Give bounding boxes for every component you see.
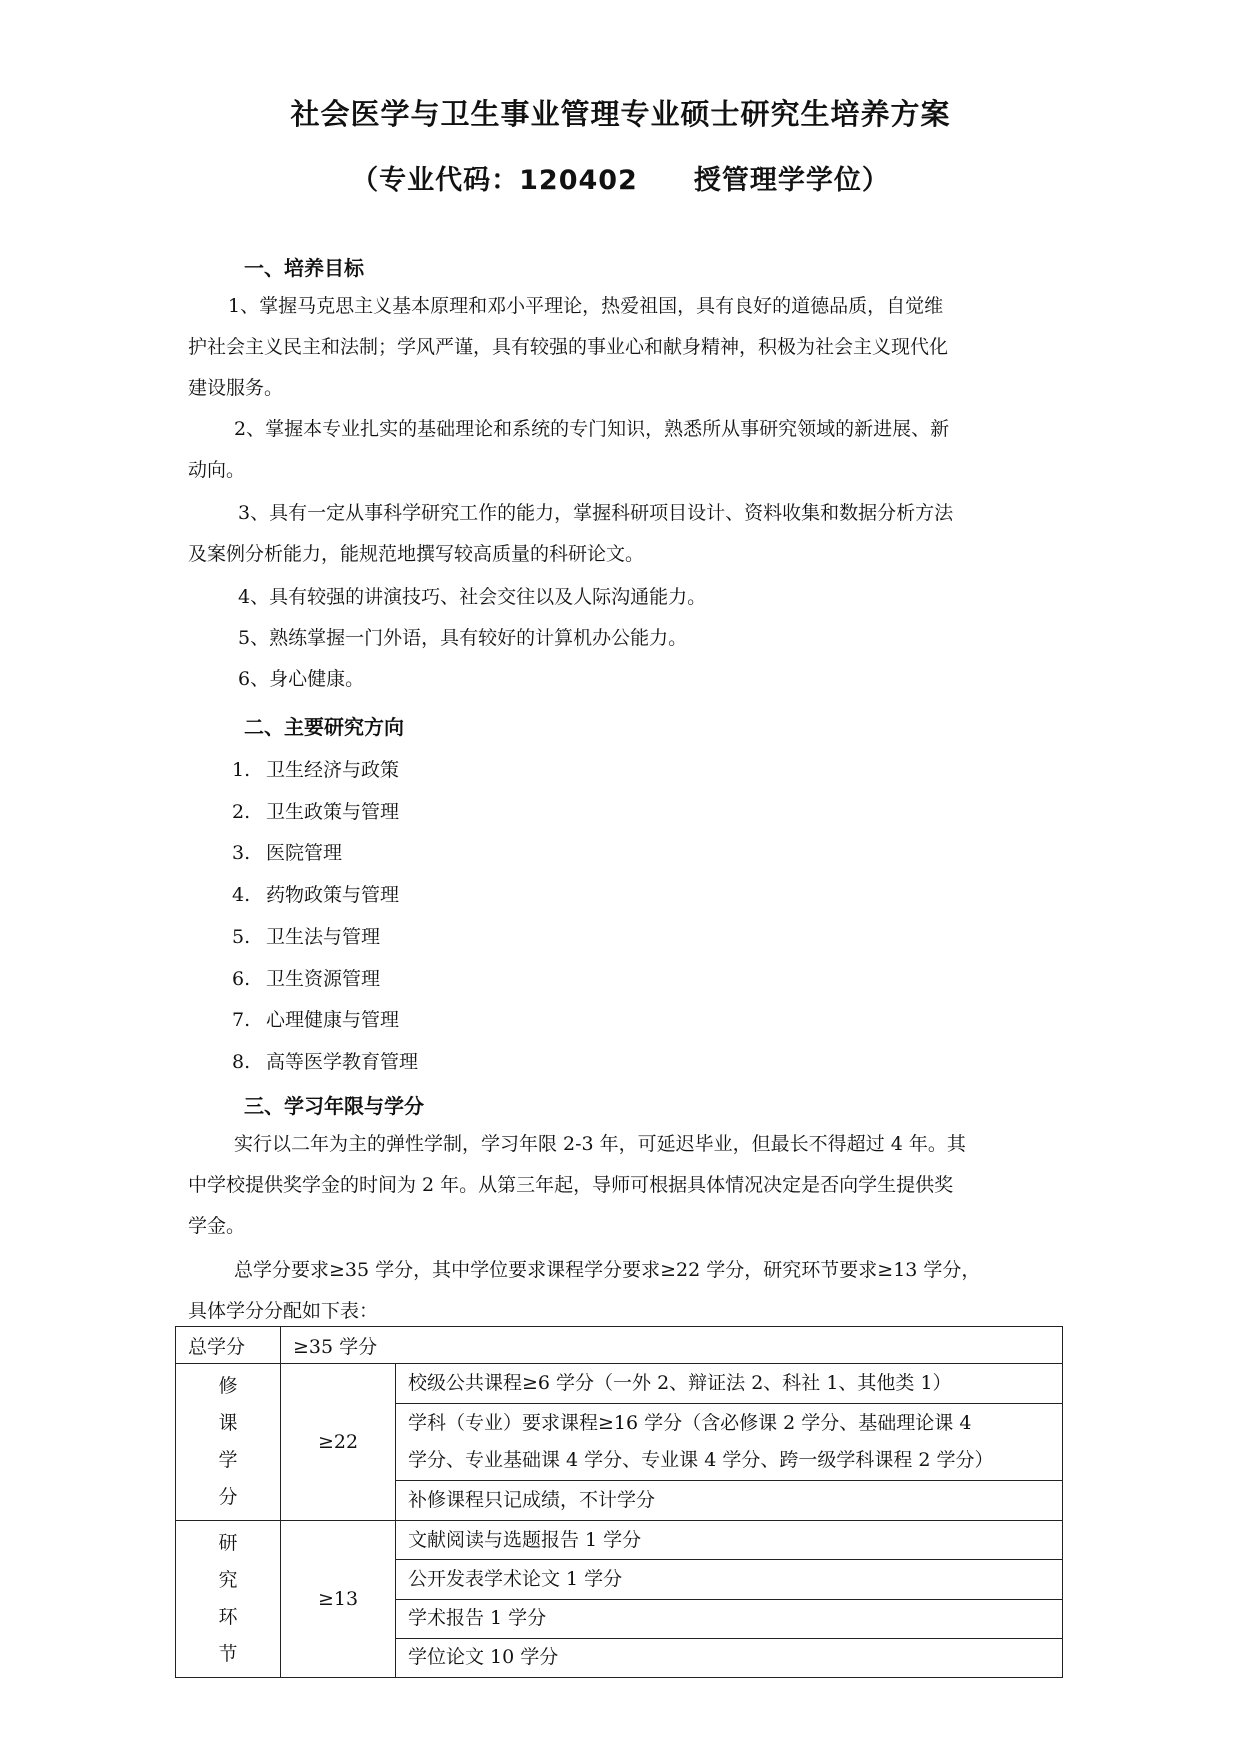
research-row-thesis: 学位论文 10 学分	[396, 1638, 1063, 1677]
goal-item-2	[188, 409, 1058, 491]
section-heading-directions: 二、主要研究方向	[244, 715, 404, 739]
goal-item-1	[188, 286, 1058, 409]
total-credits-value: ≥35 学分	[281, 1327, 1063, 1364]
document-title: 社会医学与卫生事业管理专业硕士研究生培养方案	[290, 97, 951, 131]
goal-1-line-1: 1、掌握马克思主义基本原理和邓小平理论，热爱祖国，具有良好的道德品质，自觉维	[228, 295, 944, 317]
section-heading-goals: 一、培养目标	[244, 256, 364, 280]
direction-item-1: 1. 卫生经济与政策	[232, 759, 400, 781]
credits-line-1: 总学分要求≥35 学分，其中学位要求课程学分要求≥22 学分，研究环节要求≥13 学分，	[234, 1259, 981, 1281]
research-row-literature: 文献阅读与选题报告 1 学分	[396, 1521, 1063, 1560]
duration-line-2: 中学校提供奖学金的时间为 2 年。从第三年起，导师可根据具体情况决定是否向学生提供奖	[188, 1174, 954, 1196]
duration-line-3: 学金。	[188, 1215, 246, 1237]
research-credits-value: ≥13	[281, 1521, 396, 1678]
direction-item-2: 2. 卫生政策与管理	[232, 801, 400, 823]
table-row	[176, 1327, 1063, 1364]
total-credits-label: 总学分	[176, 1327, 281, 1364]
research-credits-group: 研 究 环 节	[176, 1521, 281, 1678]
direction-item-4: 4. 药物政策与管理	[232, 884, 400, 906]
subtitle-degree: 授管理学学位）	[693, 165, 890, 196]
course-row-public: 校级公共课程≥6 学分（一外 2、辩证法 2、科社 1、其他类 1）	[396, 1364, 1063, 1404]
section-heading-duration-credits: 三、学习年限与学分	[244, 1094, 424, 1118]
goal-2-line-1: 2、掌握本专业扎实的基础理论和系统的专门知识，熟悉所从事研究领域的新进展、新	[234, 418, 950, 440]
duration-line-1: 实行以二年为主的弹性学制，学习年限 2-3 年，可延迟毕业，但最长不得超过 4 年。其	[234, 1133, 966, 1155]
course-credits-group: 修 课 学 分	[176, 1364, 281, 1521]
credits-table	[175, 1326, 1063, 1678]
goal-1-line-3: 建设服务。	[188, 377, 284, 399]
goal-2-line-2: 动向。	[188, 459, 246, 481]
course-row-supplementary: 补修课程只记成绩，不计学分	[396, 1481, 1063, 1521]
credits-line-2: 具体学分分配如下表：	[188, 1300, 379, 1322]
document-subtitle	[0, 158, 1241, 197]
direction-item-3: 3. 医院管理	[232, 842, 343, 864]
direction-item-6: 6. 卫生资源管理	[232, 968, 381, 990]
table-row	[176, 1364, 1063, 1404]
goal-1-line-2: 护社会主义民主和法制；学风严谨，具有较强的事业心和献身精神，积极为社会主义现代化	[188, 336, 949, 358]
credits-paragraph	[188, 1250, 1058, 1332]
course-credits-value: ≥22	[281, 1364, 396, 1521]
goal-item-6: 6、身心健康。	[238, 668, 365, 690]
direction-item-8: 8. 高等医学教育管理	[232, 1051, 419, 1073]
goal-item-4: 4、具有较强的讲演技巧、社会交往以及人际沟通能力。	[238, 586, 707, 608]
direction-item-5: 5. 卫生法与管理	[232, 926, 381, 948]
course-row-discipline: 学科（专业）要求课程≥16 学分（含必修课 2 学分、基础理论课 4 学分、专业基础课 4 学分、专业课 4 学分、跨一级学科课程 2 学分）	[396, 1403, 1063, 1481]
goal-item-3	[188, 493, 1058, 575]
subtitle-code: （专业代码：120402	[351, 165, 638, 196]
duration-paragraph	[188, 1124, 1058, 1247]
goal-3-line-2: 及案例分析能力，能规范地撰写较高质量的科研论文。	[188, 543, 645, 565]
table-row	[176, 1521, 1063, 1560]
goal-item-5: 5、熟练掌握一门外语，具有较好的计算机办公能力。	[238, 627, 688, 649]
goal-3-line-1: 3、具有一定从事科学研究工作的能力，掌握科研项目设计、资料收集和数据分析方法	[238, 502, 954, 524]
research-row-report: 学术报告 1 学分	[396, 1599, 1063, 1638]
direction-item-7: 7. 心理健康与管理	[232, 1009, 400, 1031]
research-row-publication: 公开发表学术论文 1 学分	[396, 1560, 1063, 1599]
